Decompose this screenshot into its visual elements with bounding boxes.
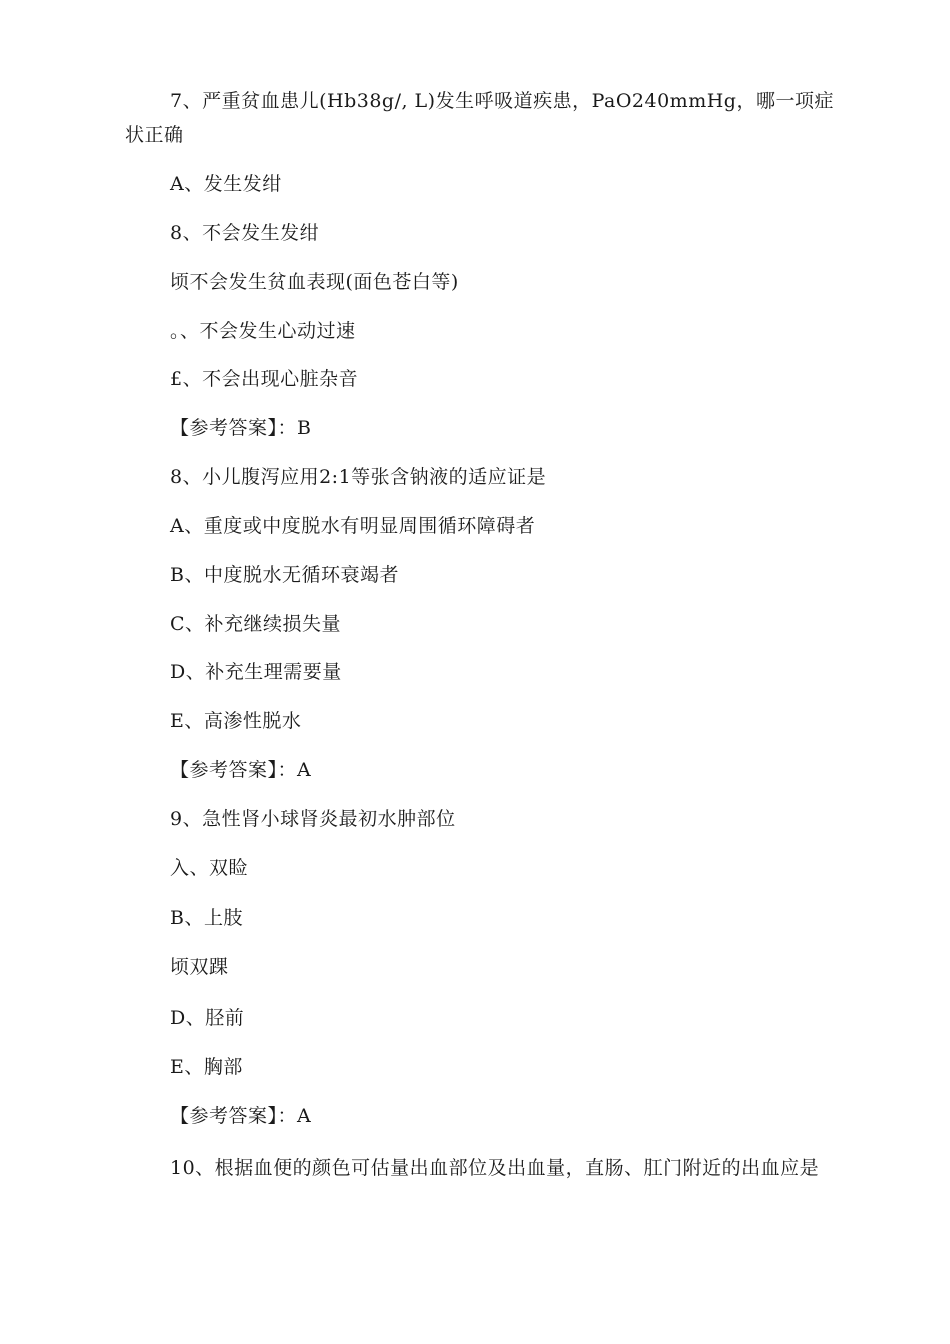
option-line: B、上肢 [170, 907, 243, 929]
option-line: A、发生发绀 [170, 173, 282, 195]
answer-line: 【参考答案】：B [170, 417, 312, 439]
question-9-stem: 9、急性肾小球肾炎最初水肿部位 [170, 808, 456, 830]
option-line: E、高渗性脱水 [170, 710, 302, 732]
question-10-stem: 10、根据血便的颜色可估量出血部位及出血量，直肠、肛门附近的出血应是 [170, 1157, 820, 1179]
question-8-stem: 8、小儿腹泻应用2:1等张含钠液的适应证是 [170, 466, 547, 488]
option-line: C、补充继续损失量 [170, 613, 342, 635]
option-line: 。、不会发生心动过速 [170, 320, 356, 342]
option-line: D、补充生理需要量 [170, 661, 342, 683]
option-line: B、中度脱水无循环衰竭者 [170, 564, 399, 586]
option-line: 入、双睑 [170, 857, 249, 879]
answer-line: 【参考答案】：A [170, 759, 312, 781]
option-line: 顷双踝 [170, 956, 229, 978]
option-line: E、胸部 [170, 1056, 243, 1078]
option-line: 顷不会发生贫血表现(面色苍白等) [170, 271, 459, 293]
option-line: 8、不会发生发绀 [170, 222, 320, 244]
answer-line: 【参考答案】：A [170, 1105, 312, 1127]
question-7-stem: 7、严重贫血患儿(Hb38g/, L)发生呼吸道疾患，PaO240mmHg，哪一项症状正确 [125, 90, 834, 146]
option-line: D、胫前 [170, 1007, 245, 1029]
option-line: A、重度或中度脱水有明显周围循环障碍者 [170, 515, 536, 537]
option-line: £、不会出现心脏杂音 [170, 368, 359, 390]
